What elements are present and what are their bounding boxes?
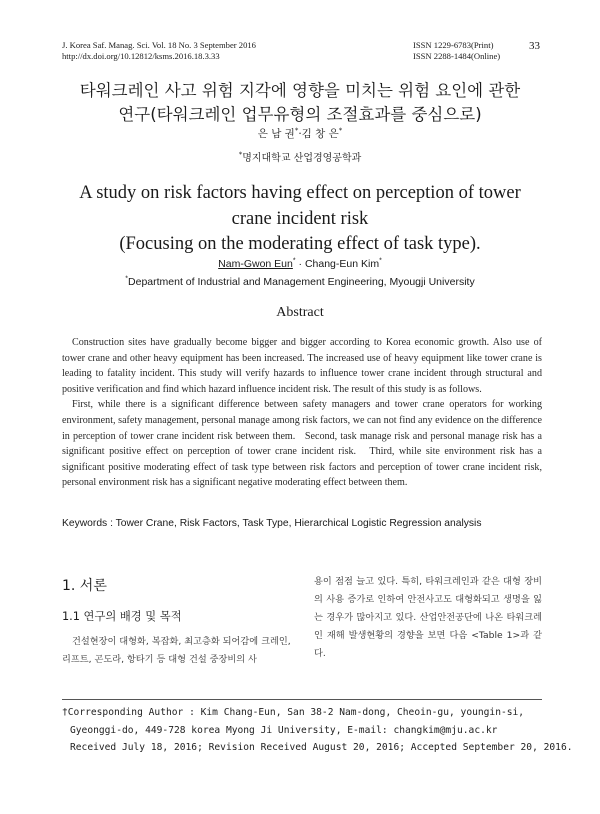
korean-author1: 은 남 권 [257, 128, 295, 140]
english-author2: Chang-Eun Kim [304, 258, 380, 270]
journal-header [62, 40, 256, 62]
korean-affiliation [0, 149, 600, 164]
corresponding-author: †Corresponding Author : Kim Chang-Eun, San 38-2 Nam-dong, Cheoin-gu, youngin-si, [62, 707, 525, 718]
english-title-line2: crane incident risk [231, 209, 369, 229]
korean-author1-mark: * [294, 126, 299, 135]
korean-authors [0, 126, 600, 141]
subsection-title: 1.1 연구의 배경 및 목적 [62, 610, 182, 623]
korean-author2-mark: * [338, 126, 343, 135]
received-dates: Received July 18, 2016; Revision Received August 20, 2016; Accepted September 20, 2016. [70, 742, 573, 753]
english-author1-mark: * [292, 257, 296, 265]
abstract-paragraph: First, while there is a significant difference between safety managers and tower crane operators for working environment, safety management, personal manage among risk factors, we can not find any evidence on the difference in perception of tower crane incident risk between them. Second, task manage risk and personal manage risk has a significant positive effect on perception of tower crane incident risk. Third, while site environment risk has a significant positive moderating effect of task type between risk factors and perception of tower crane incident risk, personal environment risk has a significant negative moderating effect between them. [62, 399, 545, 489]
keywords: Keywords : Tower Crane, Risk Factors, Task Type, Hierarchical Logistic Regression analysis [62, 518, 482, 529]
abstract-paragraph: Construction sites have gradually become bigger and bigger according to Korea economic growth. Also use of tower crane and other heavy equipment has been increased. The increased use of heavy equipment like tower crane is leading to fatality incident. This study will verify hazards to influence tower crane incident through structural and positive verification and find which hazard influence incident risk. The result of this study is as follows. [62, 337, 542, 395]
english-author1: Nam-Gwon Eun [218, 258, 293, 270]
abstract-body [62, 335, 545, 491]
body-right-column [314, 573, 542, 663]
issn-online: ISSN 2288-1484(Online) [413, 51, 501, 61]
korean-affiliation-mark: * [238, 150, 243, 159]
body-paragraph: 건설현장이 대형화, 복잡화, 최고층화 되어감에 크레인, 리프트, 곤도라, 항타기 등 대형 건설 중장비의 사 [62, 636, 291, 665]
body-paragraph: 용이 점점 늘고 있다. 특히, 타워크레인과 같은 대형 장비의 사용 증가로 인하여 안전사고도 대형화되고 생명을 잃는 경우가 많아지고 있다. 산업안전공단에 나온 타워크레인 재해 발생현황의 경향을 보면 다음 <Table 1>과 같다. [314, 576, 542, 659]
body-left-column [62, 633, 292, 669]
english-author2-mark: * [379, 257, 382, 265]
page-number: 33 [529, 40, 540, 52]
abstract-heading: Abstract [276, 305, 324, 320]
english-author-separator: · [295, 258, 305, 270]
korean-affiliation-text: 명지대학교 산업경영공학과 [242, 153, 362, 164]
issn-block [413, 40, 500, 62]
korean-title-line2: 연구(타워크레인 업무유형의 조절효과를 중심으로) [118, 105, 482, 124]
author-address: Gyeonggi-do, 449-728 korea Myong Ji University, E-mail: changkim@mju.ac.kr [70, 724, 498, 736]
doi-link[interactable]: http://dx.doi.org/10.12812/ksms.2016.18.3.33 [62, 51, 220, 61]
korean-title-line1: 타워크레인 사고 위험 지각에 영향을 미치는 위험 요인에 관한 [79, 81, 521, 100]
english-title-line3: (Focusing on the moderating effect of task type). [119, 234, 481, 254]
korean-author-separator: · [298, 128, 302, 140]
english-authors [0, 258, 600, 270]
issn-print: ISSN 1229-6783(Print) [413, 40, 494, 50]
journal-citation: J. Korea Saf. Manag. Sci. Vol. 18 No. 3 September 2016 [62, 40, 256, 50]
english-affiliation-mark: * [125, 275, 129, 283]
english-title-line1: A study on risk factors having effect on perception of tower [79, 183, 521, 203]
footnote [62, 704, 573, 757]
section-title: 1. 서론 [62, 578, 107, 594]
footnote-divider [62, 699, 542, 700]
english-affiliation [0, 276, 600, 288]
korean-author2: 김 창 은 [301, 128, 339, 140]
english-affiliation-text: Department of Industrial and Management Engineering, Myougji University [128, 276, 475, 288]
